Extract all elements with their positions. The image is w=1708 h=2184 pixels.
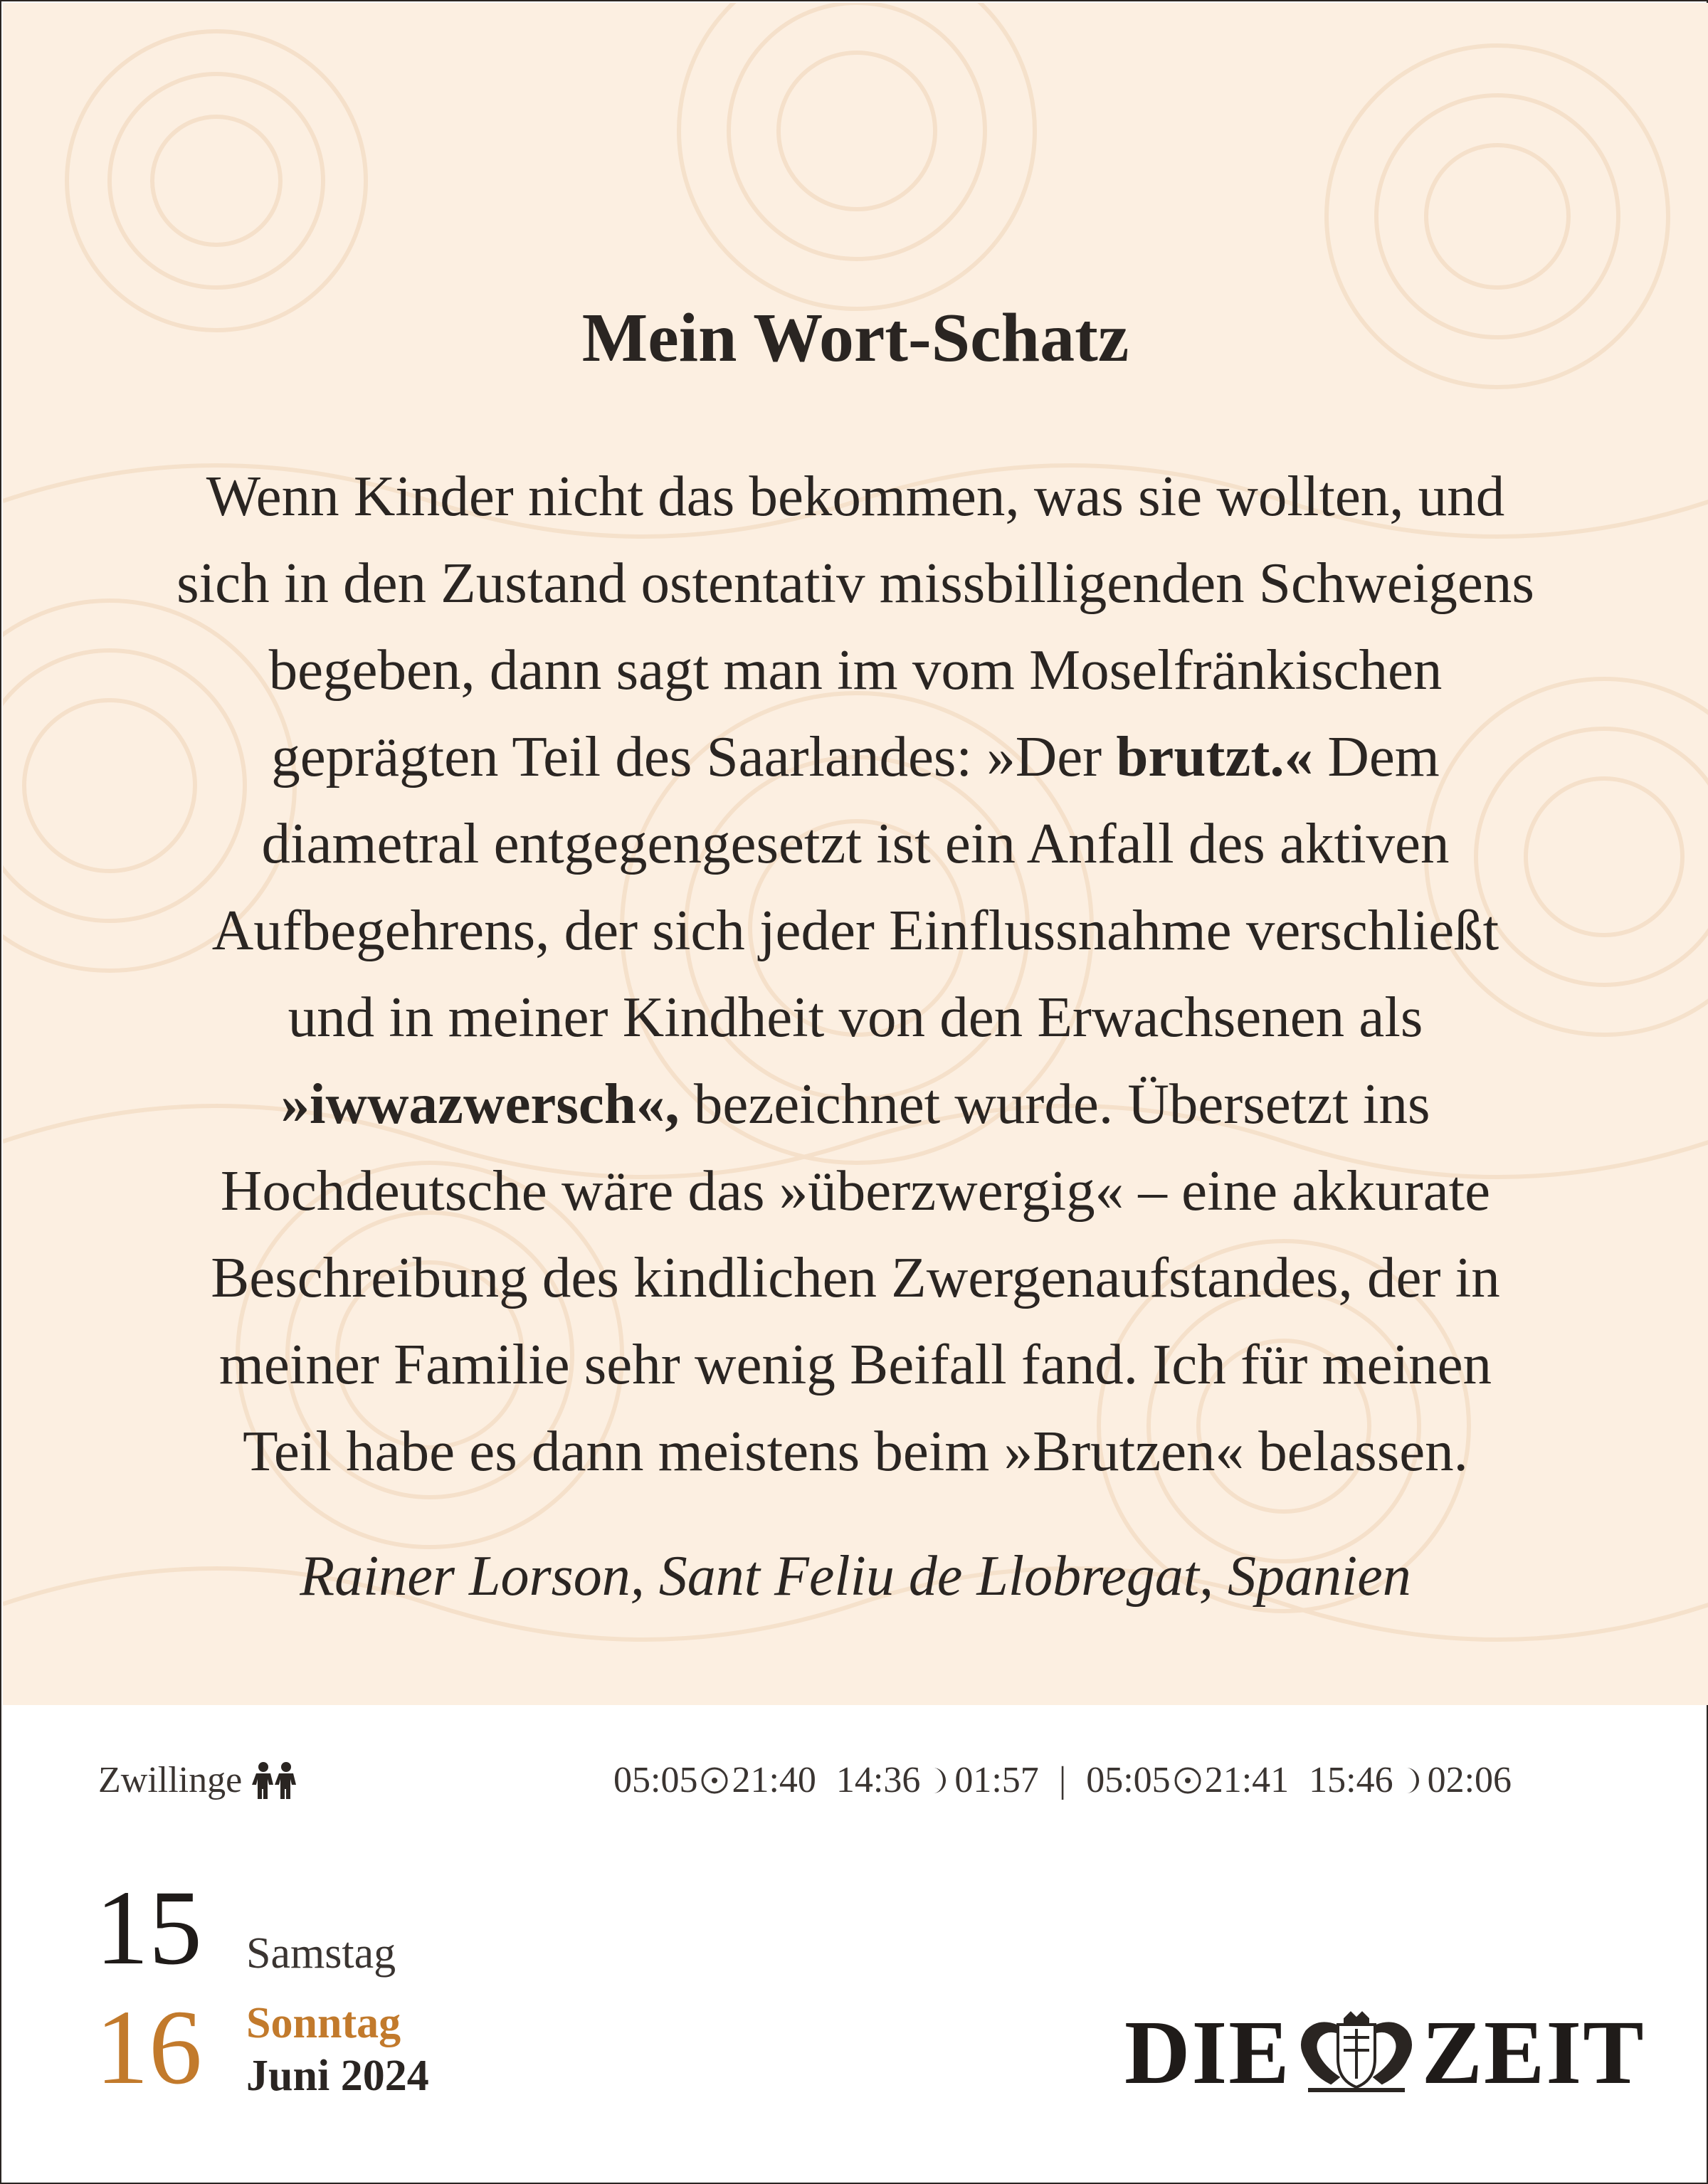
body-line — [102, 1060, 1608, 1147]
brand-left: DIE — [1124, 2002, 1291, 2103]
day2-sunrise: 05:05 — [1086, 1760, 1171, 1800]
highlighted-word: brutzt.« — [1116, 724, 1314, 788]
moon-icon — [1395, 1765, 1426, 1796]
body-line — [102, 800, 1608, 887]
day1-sunset: 21:40 — [732, 1760, 816, 1800]
month-year: Juni 2024 — [246, 2052, 429, 2100]
body-line — [102, 539, 1608, 626]
day1-moon-times — [836, 1759, 1039, 1801]
day1-name: Samstag — [246, 1929, 396, 1978]
body-line — [102, 1321, 1608, 1408]
body-text-run: Beschreibung des kindlichen Zwergenaufstandes, der in — [211, 1245, 1500, 1309]
brand-right: ZEIT — [1421, 2002, 1645, 2103]
body-line — [102, 1147, 1608, 1234]
body-text-run: meiner Familie sehr wenig Beifall fand. Ich für meinen — [218, 1332, 1492, 1396]
times-separator: | — [1058, 1760, 1067, 1800]
body-text-run: Aufbegehrens, der sich jeder Einflussnahme verschließt — [211, 898, 1499, 962]
card-title: Mein Wort-Schatz — [581, 300, 1129, 376]
zodiac-sign — [98, 1759, 302, 1801]
quote-body — [102, 453, 1608, 1494]
day2-moonrise: 15:46 — [1309, 1760, 1393, 1800]
day1-number: 15 — [95, 1869, 202, 1987]
zodiac-label: Zwillinge — [98, 1760, 243, 1800]
day1-moonrise: 14:36 — [835, 1760, 921, 1800]
day2-moonset: 02:06 — [1427, 1760, 1512, 1800]
quote-author: Rainer Lorson, Sant Feliu de Llobregat, Spanien — [300, 1545, 1411, 1608]
body-text-run: geprägten Teil des Saarlandes: »Der — [271, 724, 1117, 788]
body-text-run: sich in den Zustand ostentativ missbilligenden Schweigens — [176, 551, 1534, 615]
body-text-run: Dem — [1313, 724, 1440, 788]
day2-sun-times — [1086, 1759, 1289, 1801]
quote-panel — [3, 3, 1708, 1705]
body-text-run: begeben, dann sagt man im vom Moselfränkischen — [268, 638, 1443, 702]
day1-sun-times — [613, 1759, 816, 1801]
body-text-run: Hochdeutsche wäre das »überzwergig« – eine akkurate — [220, 1159, 1491, 1223]
body-line — [102, 974, 1608, 1060]
body-line — [102, 1234, 1608, 1321]
body-text-run: Wenn Kinder nicht das bekommen, was sie wollten, und — [206, 464, 1505, 528]
coat-of-arms-icon — [1294, 2010, 1419, 2094]
body-line — [102, 453, 1608, 539]
day2-number: 16 — [95, 1988, 202, 2106]
body-text-run: und in meiner Kindheit von den Erwachsenen als — [288, 985, 1423, 1049]
body-line — [102, 626, 1608, 713]
body-line — [102, 1408, 1608, 1494]
sun-icon — [1172, 1765, 1203, 1796]
body-text-run: diametral entgegengesetzt ist ein Anfall des aktiven — [261, 811, 1450, 875]
body-text-run: Teil habe es dann meistens beim »Brutzen« belassen. — [243, 1419, 1468, 1483]
day2-moon-times — [1309, 1759, 1512, 1801]
day2-name: Sonntag — [246, 1999, 401, 2047]
body-line — [102, 887, 1608, 974]
sun-moon-times — [613, 1759, 1512, 1801]
highlighted-word: »iwwazwersch«, — [280, 1072, 680, 1136]
day1-sunrise: 05:05 — [613, 1760, 698, 1800]
day2-sunset: 21:41 — [1204, 1760, 1290, 1800]
sun-icon — [699, 1765, 730, 1796]
body-line — [102, 713, 1608, 800]
gemini-twins-icon — [249, 1761, 302, 1800]
moon-icon — [922, 1765, 953, 1796]
day1-moonset: 01:57 — [954, 1760, 1039, 1800]
die-zeit-logo — [1124, 2002, 1645, 2103]
body-text-run: bezeichnet wurde. Übersetzt ins — [679, 1072, 1430, 1136]
